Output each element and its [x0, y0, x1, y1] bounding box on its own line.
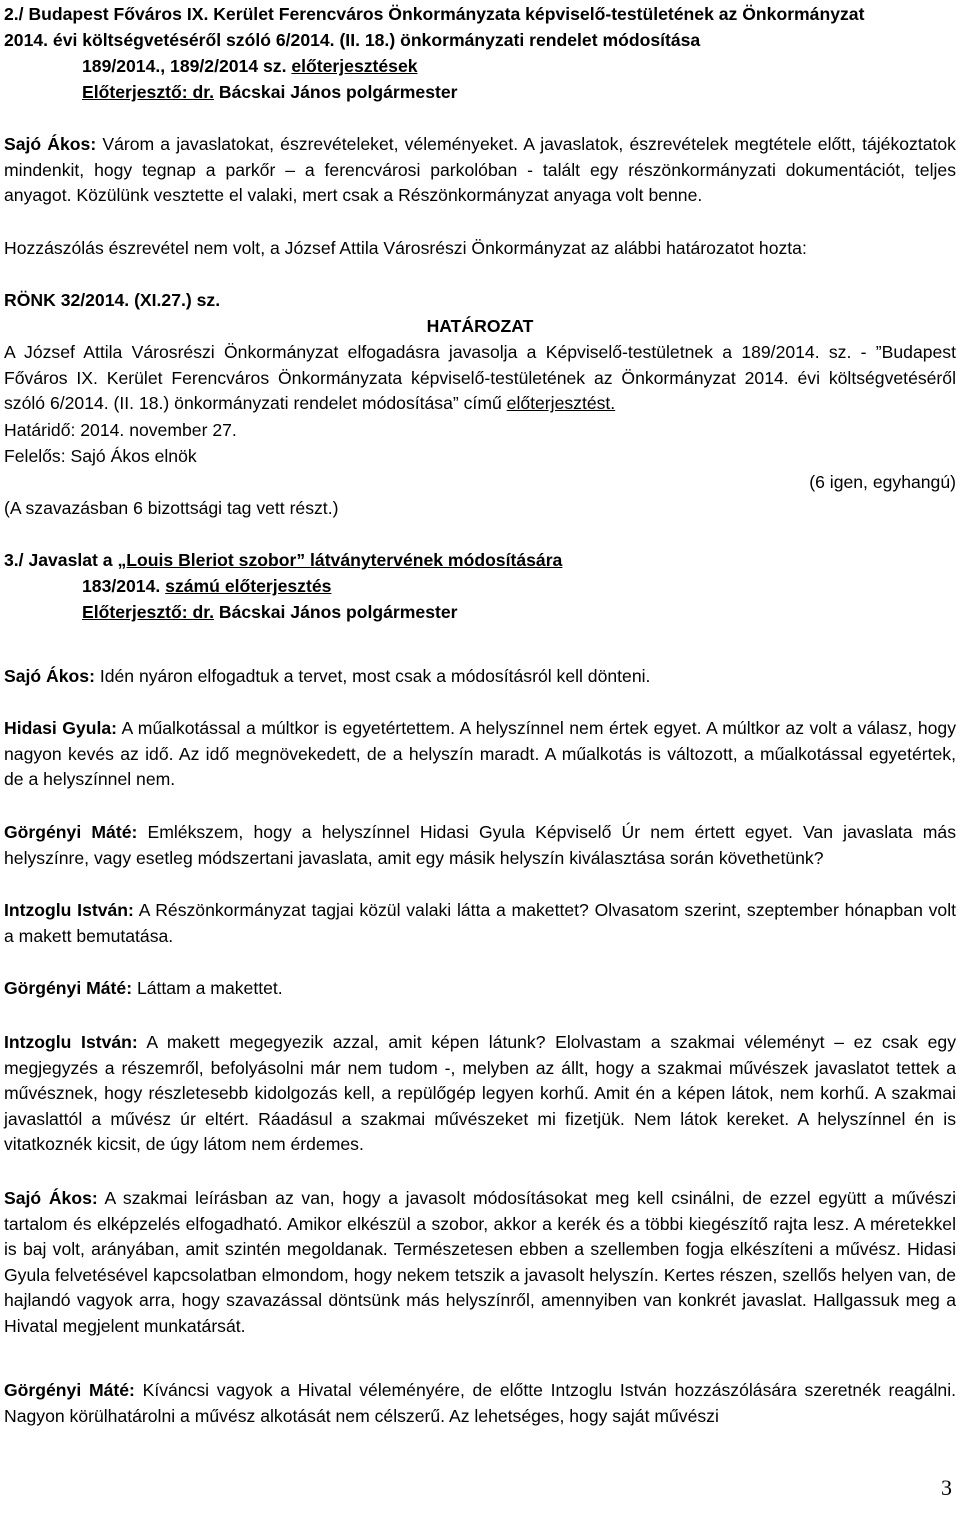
discussion-paragraph [4, 820, 956, 871]
item3-number-label: számú előterjesztés [165, 576, 332, 596]
item3-title-subject: „Louis Bleriot szobor” látványtervének módosítására [117, 550, 563, 570]
discussion-paragraph [4, 1186, 956, 1340]
item2-title-line3 [82, 54, 882, 80]
resolution-text [4, 340, 956, 417]
discussion-paragraph [4, 1030, 956, 1158]
speaker-text: Láttam a makettet. [132, 978, 283, 998]
speaker-label: Intzoglu István: [4, 900, 134, 920]
item3-number [82, 574, 882, 600]
speaker-label: Görgényi Máté: [4, 822, 138, 842]
speaker-text: Idén nyáron elfogadtuk a tervet, most csak a módosításról kell dönteni. [94, 666, 651, 686]
speaker-label: Hidasi Gyula: [4, 718, 118, 738]
item2-title-line1: 2./ Budapest Főváros IX. Kerület Ferencváros Önkormányzata képviselő-testületének az Önkormányzat [4, 4, 865, 24]
item3-number-value: 183/2014. [82, 576, 166, 596]
item2-title-line2: 2014. évi költségvetéséről szóló 6/2014. (II. 18.) önkormányzati rendelet módosítása [4, 30, 701, 50]
speaker-text: A makett megegyezik azzal, amit képen látunk? Elolvastam a szakmai véleményt – ez csak egy megjegyzés a részemről, befolyásolni már nem tudom -, melyben az állt, hogy a szakmai művészek javaslatot tettek a művésznek, hogy részletesebb kidolgozás kell, a repülőgép legyen korhű. Amit én a képen látok, nem korhű. A szakmai javaslattól a művész úr eltért. Ráadásul a szakmai művészeket mi fizetjük. Nem látok kereket. A helyszínnel én is vitatkoznék kicsit, de úgy látom nem érdemes. [4, 1032, 957, 1155]
speaker-label: Görgényi Máté: [4, 978, 133, 998]
resolution-responsible: Felelős: Sajó Ákos elnök [4, 446, 197, 466]
resolution-number: RÖNK 32/2014. (XI.27.) sz. [4, 290, 221, 310]
item2-paragraph-2: Hozzászólás észrevétel nem volt, a József Attila Városrészi Önkormányzat az alábbi határozatot hozta: [4, 238, 807, 258]
item3-presenter-name: Bácskai János polgármester [213, 602, 458, 622]
item2-presenter-label: Előterjesztő: dr. [82, 82, 214, 102]
discussion-paragraph [4, 664, 956, 690]
speaker-text: Emlékszem, hogy a helyszínnel Hidasi Gyula Képviselő Úr nem értett egyet. Van javaslata más helyszínre, vagy esetleg módszertani javaslata, amit egy másik helyszín kiválasztása során követhetünk? [4, 822, 956, 868]
speaker-text: A műalkotással a múltkor is egyetértettem. A helyszínnel nem értek egyet. A múltkor az volt a válasz, hogy nagyon kevés az idő. Az idő megnövekedett, de a helyszín maradt. A műalkotás is változott, a műalkotással egyetértek, de a helyszínnel nem. [4, 718, 956, 790]
item3-title [4, 548, 956, 574]
speaker-text: Várom a javaslatokat, észrevételeket, véleményeket. A javaslatok, észrevételek megtétele előtt, tájékoztatok mindenkit, hogy tegnap a parkőr – a ferencvárosi parkolóban - talált egy részönkormányzati dokumentációt, teljes anyagot. Közülünk vesztette el valaki, mert csak a Részönkormányzat anyaga volt benne. [4, 134, 956, 206]
resolution-heading: HATÁROZAT [426, 316, 534, 336]
item2-presenter [82, 80, 882, 106]
vote-result: (6 igen, egyhangú) [809, 472, 956, 492]
speaker-label: Sajó Ákos: [4, 1188, 98, 1208]
speaker-label: Sajó Ákos: [4, 134, 97, 154]
resolution-body: A József Attila Városrészi Önkormányzat elfogadásra javasolja a Képviselő-testületnek a 189/2014. sz. - ”Budapest Főváros IX. Kerület Ferencváros Önkormányzata képviselő-testületének az Önkormányzat 2014. évi költségvetéséről szóló 6/2014. (II. 18.) önkormányzati rendelet módosítása” című [4, 342, 956, 414]
resolution-body-underlined: előterjesztést. [506, 393, 616, 414]
discussion-paragraph [4, 898, 956, 949]
speaker-text: A szakmai leírásban az van, hogy a javasolt módosításokat meg kell csinálni, de ezzel együtt a művészi tartalom és elképzelés elfogadható. Amikor elkészül a szobor, akkor a kerék és a többi kiegészítő rajta lesz. A méretekkel is baj volt, arányában, amit szintén megoldanak. Természetesen ebben a szellemben fogja elkészíteni a művész. Hidasi Gyula felvetésével kapcsolatban elmondom, hogy nekem tetszik a javasolt helyszín. Kertes részen, szellős helyen van, de hajlandó vagyok arra, hogy szavazással döntsünk más helyszínről, amennyiben van konkrét javaslat. Hallgassuk meg a Hivatal megjelent munkatársát. [4, 1188, 956, 1336]
discussion-paragraph [4, 976, 956, 1002]
item3-title-prefix: 3./ Javaslat a [4, 550, 118, 570]
item2-presenter-name: Bácskai János polgármester [213, 82, 458, 102]
speaker-label: Sajó Ákos: [4, 666, 95, 686]
resolution-deadline: Határidő: 2014. november 27. [4, 420, 237, 440]
item2-ref-numbers: 189/2014., 189/2/2014 sz. [82, 56, 292, 76]
speaker-text: A Részönkormányzat tagjai közül valaki látta a makettet? Olvasatom szerint, szeptember hónapban volt a makett bemutatása. [4, 900, 956, 946]
item3-presenter-label: Előterjesztő: dr. [82, 602, 214, 622]
speaker-label: Görgényi Máté: [4, 1380, 135, 1400]
discussion-paragraph [4, 716, 956, 793]
page-number: 3 [941, 1475, 952, 1500]
speaker-label: Intzoglu István: [4, 1032, 138, 1052]
item2-ref-label: előterjesztések [291, 56, 418, 76]
vote-note: (A szavazásban 6 bizottsági tag vett részt.) [4, 498, 339, 518]
item3-presenter [82, 600, 882, 626]
item2-paragraph-1 [4, 132, 956, 209]
discussion-paragraph [4, 1378, 956, 1429]
speaker-text: Kíváncsi vagyok a Hivatal véleményére, de előtte Intzoglu István hozzászólására szeretnék reagálni. Nagyon körülhatárolni a művész alkotását nem célszerű. Az lehetséges, hogy saját művészi [4, 1380, 956, 1426]
